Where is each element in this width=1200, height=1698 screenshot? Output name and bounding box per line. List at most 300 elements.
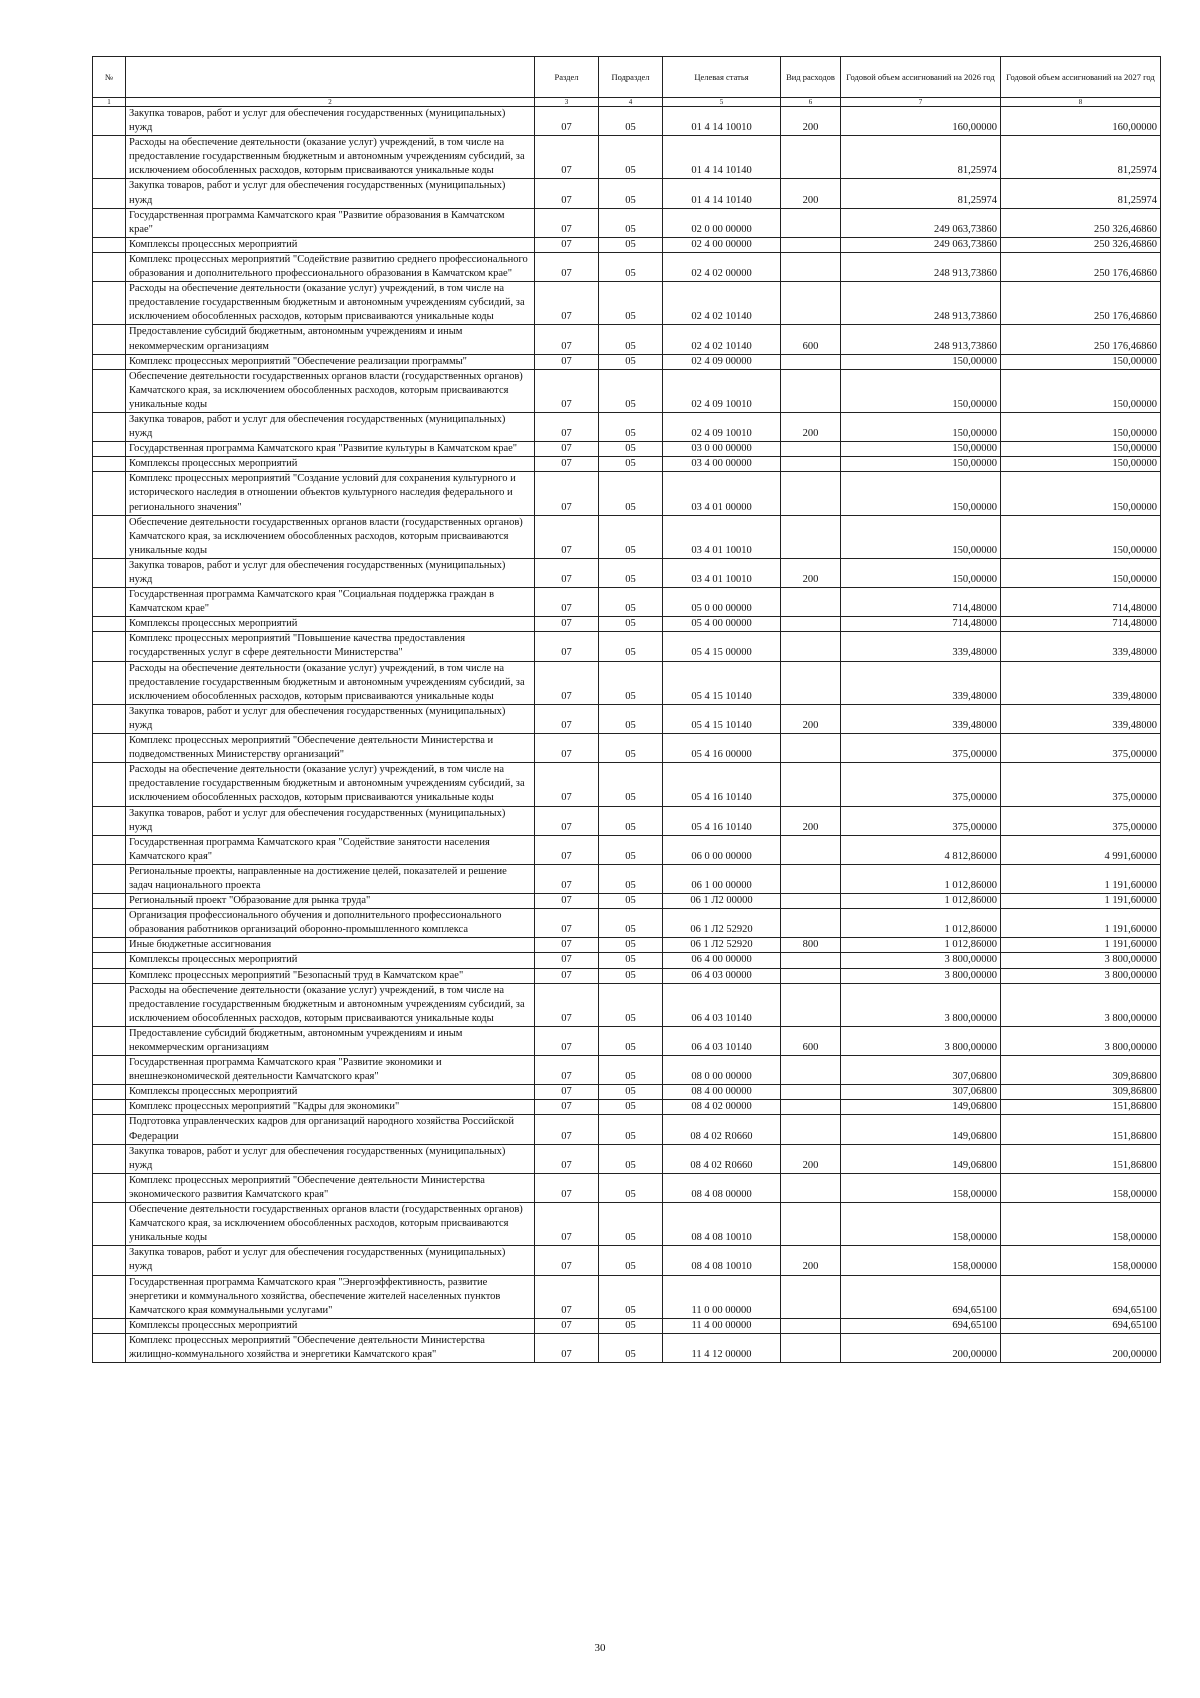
expense-type-code: 600: [781, 1026, 841, 1055]
section-code: 07: [535, 208, 599, 237]
row-number: [93, 968, 126, 983]
volume-2027: 150,00000: [1001, 515, 1161, 558]
section-code: 07: [535, 252, 599, 281]
expense-name: Закупка товаров, работ и услуг для обеспечения государственных (муниципальных) нужд: [126, 1144, 535, 1173]
volume-2027: 3 800,00000: [1001, 968, 1161, 983]
table-row: [93, 1115, 1161, 1144]
expense-type-code: 200: [781, 1246, 841, 1275]
volume-2027: 150,00000: [1001, 354, 1161, 369]
target-article-code: 08 4 08 10010: [663, 1246, 781, 1275]
section-code: 07: [535, 558, 599, 587]
section-code: 07: [535, 909, 599, 938]
expense-type-code: [781, 237, 841, 252]
subsection-code: 05: [599, 1144, 663, 1173]
target-article-code: 02 4 02 10140: [663, 282, 781, 325]
volume-2026: 150,00000: [841, 369, 1001, 412]
volume-2026: 81,25974: [841, 179, 1001, 208]
expense-name: Комплексы процессных мероприятий: [126, 1318, 535, 1333]
volume-2026: 150,00000: [841, 472, 1001, 515]
table-row: [93, 806, 1161, 835]
section-code: 07: [535, 864, 599, 893]
volume-2026: 3 800,00000: [841, 953, 1001, 968]
volume-2027: 250 326,46860: [1001, 208, 1161, 237]
row-number: [93, 369, 126, 412]
expense-name: Закупка товаров, работ и услуг для обеспечения государственных (муниципальных) нужд: [126, 179, 535, 208]
expense-type-code: [781, 1056, 841, 1085]
volume-2027: 150,00000: [1001, 369, 1161, 412]
volume-2027: 151,86800: [1001, 1100, 1161, 1115]
volume-2026: 158,00000: [841, 1173, 1001, 1202]
volume-2027: 150,00000: [1001, 472, 1161, 515]
expense-name: Закупка товаров, работ и услуг для обеспечения государственных (муниципальных) нужд: [126, 806, 535, 835]
expense-name: Расходы на обеспечение деятельности (оказание услуг) учреждений, в том числе на предоставление государственным бюджетным и автономным учреждениям субсидий, за исключением обособленных расходов, которым присваиваются уникальные коды: [126, 282, 535, 325]
row-number: [93, 864, 126, 893]
subsection-code: 05: [599, 1085, 663, 1100]
subsection-code: 05: [599, 472, 663, 515]
expense-type-code: [781, 515, 841, 558]
section-code: 07: [535, 1100, 599, 1115]
target-article-code: 03 4 01 10010: [663, 515, 781, 558]
volume-2027: 309,86800: [1001, 1056, 1161, 1085]
row-number: [93, 938, 126, 953]
expense-type-code: [781, 953, 841, 968]
volume-2027: 309,86800: [1001, 1085, 1161, 1100]
expense-type-code: [781, 983, 841, 1026]
expense-name: Комплекс процессных мероприятий "Повышение качества предоставления государственных услуг в сфере деятельности Министерства": [126, 632, 535, 661]
row-number: [93, 515, 126, 558]
expense-type-code: [781, 1100, 841, 1115]
volume-2026: 3 800,00000: [841, 1026, 1001, 1055]
volume-2026: 307,06800: [841, 1056, 1001, 1085]
target-article-code: 02 0 00 00000: [663, 208, 781, 237]
expense-type-code: [781, 1115, 841, 1144]
row-number: [93, 909, 126, 938]
target-article-code: 05 4 16 00000: [663, 734, 781, 763]
table-row: [93, 252, 1161, 281]
section-code: 07: [535, 661, 599, 704]
expense-name: Закупка товаров, работ и услуг для обеспечения государственных (муниципальных) нужд: [126, 412, 535, 441]
subsection-code: 05: [599, 515, 663, 558]
column-number: 1: [93, 98, 126, 107]
expense-type-code: [781, 252, 841, 281]
expense-type-code: [781, 1173, 841, 1202]
table-row: [93, 1026, 1161, 1055]
subsection-code: 05: [599, 1056, 663, 1085]
expense-type-code: [781, 734, 841, 763]
subsection-code: 05: [599, 1026, 663, 1055]
row-number: [93, 136, 126, 179]
row-number: [93, 472, 126, 515]
volume-2026: 149,06800: [841, 1115, 1001, 1144]
volume-2027: 200,00000: [1001, 1333, 1161, 1362]
budget-table: [92, 56, 1161, 1363]
subsection-code: 05: [599, 412, 663, 441]
table-row: [93, 704, 1161, 733]
expense-type-code: [781, 617, 841, 632]
row-number: [93, 457, 126, 472]
volume-2027: 375,00000: [1001, 806, 1161, 835]
volume-2027: 714,48000: [1001, 588, 1161, 617]
target-article-code: 02 4 09 10010: [663, 369, 781, 412]
row-number: [93, 442, 126, 457]
row-number: [93, 412, 126, 441]
target-article-code: 05 4 15 00000: [663, 632, 781, 661]
volume-2026: 150,00000: [841, 442, 1001, 457]
volume-2027: 150,00000: [1001, 558, 1161, 587]
target-article-code: 03 0 00 00000: [663, 442, 781, 457]
expense-type-code: [781, 588, 841, 617]
section-code: 07: [535, 704, 599, 733]
table-row: [93, 1318, 1161, 1333]
volume-2026: 248 913,73860: [841, 325, 1001, 354]
table-row: [93, 1173, 1161, 1202]
expense-name: Государственная программа Камчатского края "Развитие экономики и внешнеэкономической деятельности Камчатского края": [126, 1056, 535, 1085]
target-article-code: 06 1 00 00000: [663, 864, 781, 893]
volume-2027: 3 800,00000: [1001, 953, 1161, 968]
subsection-code: 05: [599, 632, 663, 661]
target-article-code: 06 0 00 00000: [663, 835, 781, 864]
volume-2026: 200,00000: [841, 1333, 1001, 1362]
volume-2026: 339,48000: [841, 704, 1001, 733]
expense-name: Предоставление субсидий бюджетным, автономным учреждениям и иным некоммерческим организациям: [126, 325, 535, 354]
row-number: [93, 763, 126, 806]
volume-2026: 150,00000: [841, 515, 1001, 558]
row-number: [93, 558, 126, 587]
row-number: [93, 617, 126, 632]
volume-2027: 158,00000: [1001, 1246, 1161, 1275]
row-number: [93, 1100, 126, 1115]
column-number: 5: [663, 98, 781, 107]
table-row: [93, 282, 1161, 325]
section-code: 07: [535, 617, 599, 632]
target-article-code: 02 4 02 10140: [663, 325, 781, 354]
target-article-code: 08 0 00 00000: [663, 1056, 781, 1085]
volume-2026: 339,48000: [841, 632, 1001, 661]
expense-name: Расходы на обеспечение деятельности (оказание услуг) учреждений, в том числе на предоставление государственным бюджетным и автономным учреждениям субсидий, за исключением обособленных расходов, которым присваиваются уникальные коды: [126, 983, 535, 1026]
table-row: [93, 107, 1161, 136]
header-volume-2027: Годовой объем ассигнований на 2027 год: [1001, 57, 1161, 98]
table-row: [93, 1056, 1161, 1085]
subsection-code: 05: [599, 354, 663, 369]
target-article-code: 06 4 03 10140: [663, 1026, 781, 1055]
row-number: [93, 661, 126, 704]
volume-2027: 158,00000: [1001, 1173, 1161, 1202]
column-number: 2: [126, 98, 535, 107]
column-number-row: [93, 98, 1161, 107]
volume-2027: 1 191,60000: [1001, 894, 1161, 909]
expense-type-code: 200: [781, 558, 841, 587]
table-row: [93, 1333, 1161, 1362]
section-code: 07: [535, 442, 599, 457]
subsection-code: 05: [599, 909, 663, 938]
target-article-code: 08 4 08 00000: [663, 1173, 781, 1202]
row-number: [93, 1275, 126, 1318]
subsection-code: 05: [599, 442, 663, 457]
row-number: [93, 252, 126, 281]
expense-type-code: 200: [781, 179, 841, 208]
volume-2027: 339,48000: [1001, 661, 1161, 704]
subsection-code: 05: [599, 208, 663, 237]
target-article-code: 03 4 01 10010: [663, 558, 781, 587]
volume-2027: 151,86800: [1001, 1144, 1161, 1173]
header-podrazdel: Подраздел: [599, 57, 663, 98]
expense-type-code: [781, 472, 841, 515]
expense-name: Обеспечение деятельности государственных органов власти (государственных органов) Камчатского края, за исключением обособленных расходов, которым присваиваются уникальные коды: [126, 1203, 535, 1246]
subsection-code: 05: [599, 369, 663, 412]
subsection-code: 05: [599, 252, 663, 281]
section-code: 07: [535, 1144, 599, 1173]
expense-name: Комплексы процессных мероприятий: [126, 1085, 535, 1100]
volume-2027: 375,00000: [1001, 734, 1161, 763]
volume-2026: 3 800,00000: [841, 968, 1001, 983]
volume-2026: 1 012,86000: [841, 938, 1001, 953]
header-target-article: Целевая статья: [663, 57, 781, 98]
expense-name: Иные бюджетные ассигнования: [126, 938, 535, 953]
section-code: 07: [535, 1173, 599, 1202]
volume-2026: 249 063,73860: [841, 237, 1001, 252]
expense-type-code: [781, 763, 841, 806]
table-row: [93, 835, 1161, 864]
table-row: [93, 237, 1161, 252]
table-row: [93, 938, 1161, 953]
target-article-code: 03 4 00 00000: [663, 457, 781, 472]
expense-type-code: [781, 1275, 841, 1318]
volume-2027: 339,48000: [1001, 632, 1161, 661]
target-article-code: 08 4 08 10010: [663, 1203, 781, 1246]
section-code: 07: [535, 734, 599, 763]
expense-name: Закупка товаров, работ и услуг для обеспечения государственных (муниципальных) нужд: [126, 704, 535, 733]
subsection-code: 05: [599, 558, 663, 587]
expense-name: Комплексы процессных мероприятий: [126, 237, 535, 252]
section-code: 07: [535, 1333, 599, 1362]
section-code: 07: [535, 806, 599, 835]
volume-2027: 151,86800: [1001, 1115, 1161, 1144]
volume-2027: 81,25974: [1001, 179, 1161, 208]
volume-2026: 248 913,73860: [841, 252, 1001, 281]
volume-2027: 250 176,46860: [1001, 325, 1161, 354]
volume-2026: 158,00000: [841, 1246, 1001, 1275]
section-code: 07: [535, 136, 599, 179]
volume-2026: 249 063,73860: [841, 208, 1001, 237]
subsection-code: 05: [599, 282, 663, 325]
volume-2027: 714,48000: [1001, 617, 1161, 632]
volume-2026: 694,65100: [841, 1318, 1001, 1333]
expense-type-code: [781, 835, 841, 864]
target-article-code: 01 4 14 10140: [663, 136, 781, 179]
row-number: [93, 354, 126, 369]
subsection-code: 05: [599, 179, 663, 208]
target-article-code: 06 4 03 10140: [663, 983, 781, 1026]
subsection-code: 05: [599, 1115, 663, 1144]
section-code: 07: [535, 1275, 599, 1318]
volume-2027: 250 176,46860: [1001, 282, 1161, 325]
header-volume-2026: Годовой объем ассигнований на 2026 год: [841, 57, 1001, 98]
table-row: [93, 734, 1161, 763]
volume-2026: 149,06800: [841, 1100, 1001, 1115]
expense-name: Государственная программа Камчатского края "Развитие культуры в Камчатском крае": [126, 442, 535, 457]
volume-2027: 3 800,00000: [1001, 1026, 1161, 1055]
section-code: 07: [535, 763, 599, 806]
expense-name: Комплексы процессных мероприятий: [126, 617, 535, 632]
target-article-code: 01 4 14 10010: [663, 107, 781, 136]
target-article-code: 06 1 Л2 52920: [663, 909, 781, 938]
budget-table-sheet: [92, 56, 1160, 1363]
row-number: [93, 237, 126, 252]
volume-2026: 150,00000: [841, 354, 1001, 369]
volume-2026: 81,25974: [841, 136, 1001, 179]
subsection-code: 05: [599, 661, 663, 704]
table-row: [93, 588, 1161, 617]
subsection-code: 05: [599, 107, 663, 136]
expense-type-code: [781, 208, 841, 237]
table-row: [93, 617, 1161, 632]
expense-type-code: 200: [781, 1144, 841, 1173]
volume-2026: 150,00000: [841, 457, 1001, 472]
target-article-code: 02 4 00 00000: [663, 237, 781, 252]
row-number: [93, 1026, 126, 1055]
row-number: [93, 704, 126, 733]
expense-name: Обеспечение деятельности государственных органов власти (государственных органов) Камчатского края, за исключением обособленных расходов, которым присваиваются уникальные коды: [126, 515, 535, 558]
expense-type-code: [781, 457, 841, 472]
volume-2026: 694,65100: [841, 1275, 1001, 1318]
volume-2026: 375,00000: [841, 806, 1001, 835]
subsection-code: 05: [599, 1100, 663, 1115]
expense-type-code: [781, 354, 841, 369]
expense-name: Комплекс процессных мероприятий "Обеспечение деятельности Министерства жилищно-коммунального хозяйства и энергетики Камчатского края": [126, 1333, 535, 1362]
section-code: 07: [535, 1115, 599, 1144]
subsection-code: 05: [599, 1333, 663, 1362]
row-number: [93, 282, 126, 325]
expense-name: Расходы на обеспечение деятельности (оказание услуг) учреждений, в том числе на предоставление государственным бюджетным и автономным учреждениям субсидий, за исключением обособленных расходов, которым присваиваются уникальные коды: [126, 763, 535, 806]
row-number: [93, 107, 126, 136]
expense-name: Предоставление субсидий бюджетным, автономным учреждениям и иным некоммерческим организациям: [126, 1026, 535, 1055]
section-code: 07: [535, 894, 599, 909]
section-code: 07: [535, 588, 599, 617]
table-row: [93, 864, 1161, 893]
table-row: [93, 909, 1161, 938]
table-row: [93, 983, 1161, 1026]
target-article-code: 11 4 00 00000: [663, 1318, 781, 1333]
target-article-code: 05 0 00 00000: [663, 588, 781, 617]
expense-name: Комплекс процессных мероприятий "Обеспечение деятельности Министерства экономического развития Камчатского края": [126, 1173, 535, 1202]
row-number: [93, 1203, 126, 1246]
volume-2027: 81,25974: [1001, 136, 1161, 179]
row-number: [93, 1173, 126, 1202]
expense-name: Закупка товаров, работ и услуг для обеспечения государственных (муниципальных) нужд: [126, 1246, 535, 1275]
row-number: [93, 806, 126, 835]
volume-2027: 375,00000: [1001, 763, 1161, 806]
expense-name: Комплекс процессных мероприятий "Создание условий для сохранения культурного и исторического наследия в отношении объектов культурного наследия федерального и регионального значения": [126, 472, 535, 515]
table-row: [93, 457, 1161, 472]
header-name: [126, 57, 535, 98]
target-article-code: 06 4 03 00000: [663, 968, 781, 983]
volume-2026: 714,48000: [841, 617, 1001, 632]
expense-name: Расходы на обеспечение деятельности (оказание услуг) учреждений, в том числе на предоставление государственным бюджетным и автономным учреждениям субсидий, за исключением обособленных расходов, которым присваиваются уникальные коды: [126, 661, 535, 704]
section-code: 07: [535, 354, 599, 369]
volume-2026: 160,00000: [841, 107, 1001, 136]
section-code: 07: [535, 412, 599, 441]
row-number: [93, 1056, 126, 1085]
target-article-code: 05 4 15 10140: [663, 661, 781, 704]
target-article-code: 02 4 02 00000: [663, 252, 781, 281]
volume-2026: 4 812,86000: [841, 835, 1001, 864]
expense-name: Обеспечение деятельности государственных органов власти (государственных органов) Камчатского края, за исключением обособленных расходов, которым присваиваются уникальные коды: [126, 369, 535, 412]
page-number: 30: [594, 1642, 606, 1654]
volume-2027: 160,00000: [1001, 107, 1161, 136]
volume-2026: 3 800,00000: [841, 983, 1001, 1026]
subsection-code: 05: [599, 325, 663, 354]
expense-name: Государственная программа Камчатского края "Энергоэффективность, развитие энергетики и коммунального хозяйства, обеспечение жителей населенных пунктов Камчатского края коммунальными услугами": [126, 1275, 535, 1318]
section-code: 07: [535, 1318, 599, 1333]
table-row: [93, 953, 1161, 968]
volume-2027: 158,00000: [1001, 1203, 1161, 1246]
subsection-code: 05: [599, 617, 663, 632]
subsection-code: 05: [599, 938, 663, 953]
subsection-code: 05: [599, 968, 663, 983]
subsection-code: 05: [599, 1203, 663, 1246]
expense-name: Закупка товаров, работ и услуг для обеспечения государственных (муниципальных) нужд: [126, 107, 535, 136]
row-number: [93, 1318, 126, 1333]
target-article-code: 02 4 09 00000: [663, 354, 781, 369]
expense-type-code: 200: [781, 412, 841, 441]
target-article-code: 08 4 02 R0660: [663, 1115, 781, 1144]
table-row: [93, 136, 1161, 179]
target-article-code: 06 1 Л2 00000: [663, 894, 781, 909]
row-number: [93, 1115, 126, 1144]
table-row: [93, 1203, 1161, 1246]
volume-2027: 339,48000: [1001, 704, 1161, 733]
volume-2026: 307,06800: [841, 1085, 1001, 1100]
table-row: [93, 1275, 1161, 1318]
expense-type-code: [781, 894, 841, 909]
section-code: 07: [535, 179, 599, 208]
subsection-code: 05: [599, 864, 663, 893]
expense-name: Комплекс процессных мероприятий "Обеспечение реализации программы": [126, 354, 535, 369]
subsection-code: 05: [599, 457, 663, 472]
subsection-code: 05: [599, 1318, 663, 1333]
subsection-code: 05: [599, 1275, 663, 1318]
section-code: 07: [535, 983, 599, 1026]
expense-name: Государственная программа Камчатского края "Содействие занятости населения Камчатского края": [126, 835, 535, 864]
volume-2026: 158,00000: [841, 1203, 1001, 1246]
volume-2027: 694,65100: [1001, 1275, 1161, 1318]
table-row: [93, 968, 1161, 983]
table-row: [93, 1246, 1161, 1275]
expense-type-code: 800: [781, 938, 841, 953]
subsection-code: 05: [599, 734, 663, 763]
expense-type-code: [781, 442, 841, 457]
table-row: [93, 763, 1161, 806]
section-code: 07: [535, 457, 599, 472]
expense-type-code: 200: [781, 806, 841, 835]
volume-2027: 250 176,46860: [1001, 252, 1161, 281]
section-code: 07: [535, 107, 599, 136]
table-body: [93, 107, 1161, 1363]
subsection-code: 05: [599, 894, 663, 909]
expense-type-code: 600: [781, 325, 841, 354]
table-row: [93, 558, 1161, 587]
volume-2026: 1 012,86000: [841, 909, 1001, 938]
expense-name: Государственная программа Камчатского края "Социальная поддержка граждан в Камчатском крае": [126, 588, 535, 617]
subsection-code: 05: [599, 953, 663, 968]
volume-2027: 1 191,60000: [1001, 938, 1161, 953]
expense-name: Комплекс процессных мероприятий "Обеспечение деятельности Министерства и подведомственных Министерству организаций": [126, 734, 535, 763]
section-code: 07: [535, 325, 599, 354]
expense-type-code: [781, 632, 841, 661]
row-number: [93, 983, 126, 1026]
expense-type-code: [781, 136, 841, 179]
header-expense-type: Вид расходов: [781, 57, 841, 98]
